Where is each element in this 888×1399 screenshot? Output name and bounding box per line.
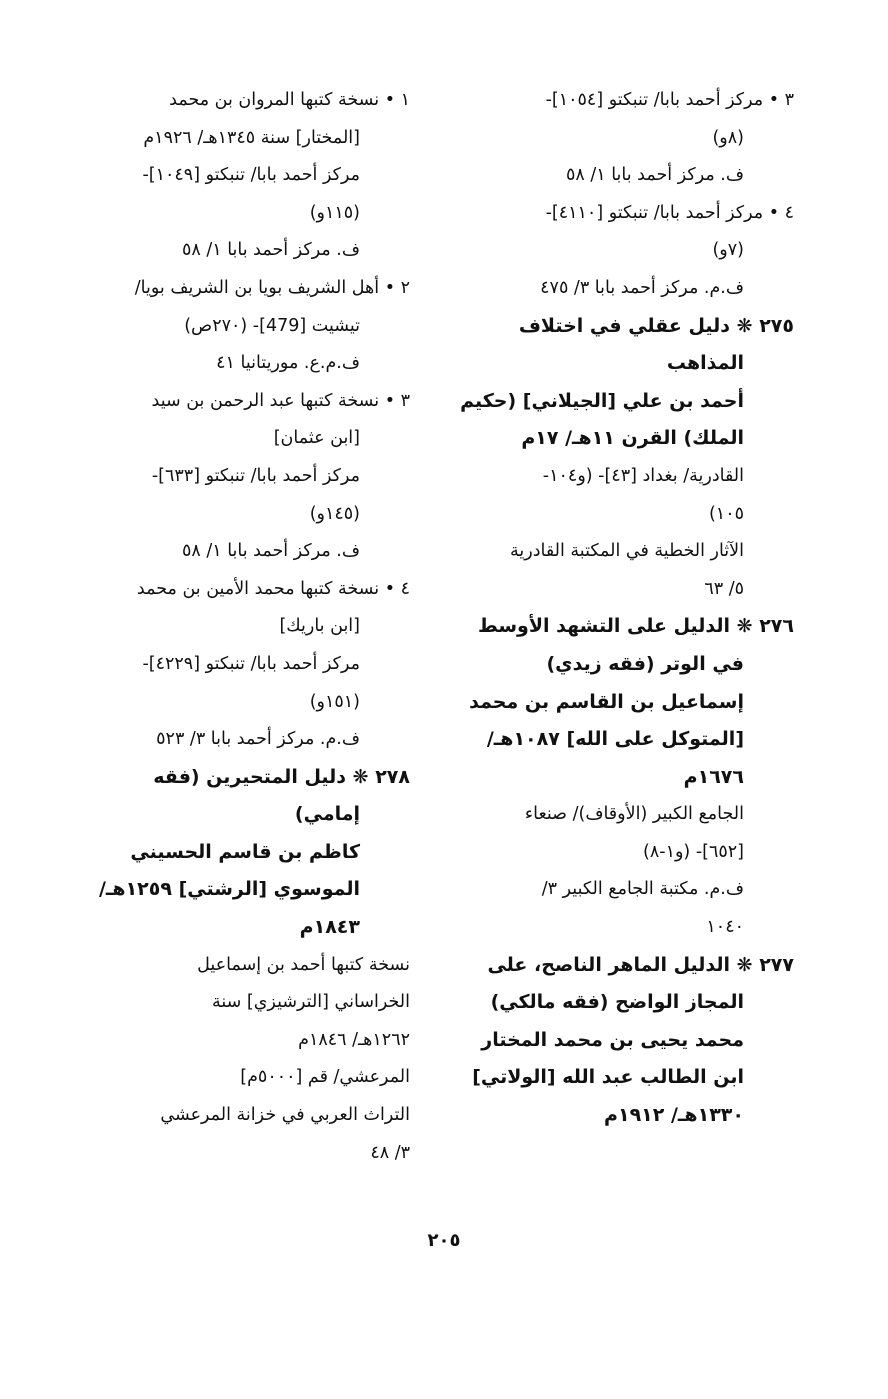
left-column-line: الموسوي [الرشتي] ١٢٥٩هـ/: [98, 878, 360, 901]
left-column-line: التراث العربي في خزانة المرعشي: [160, 1105, 410, 1126]
right-column-line: ف.م. مكتبة الجامع الكبير ٣/: [541, 879, 744, 900]
right-column-line: ١٣٣٠هـ/ ١٩١٢م: [604, 1104, 744, 1127]
left-column-line: ف.م.ع. موريتانيا ٤١: [216, 353, 360, 374]
right-column-line: ٥/ ٦٣: [704, 578, 744, 599]
left-column-line: ٢ • أهل الشريف بويا بن الشريف بويا/: [134, 277, 410, 298]
right-column-line: ١٦٧٦م: [683, 765, 744, 788]
left-column-line: تيشيت [479]- (٢٧٠ص): [184, 315, 360, 336]
right-column-line: ٤ • مركز أحمد بابا/ تنبكتو [٤١١٠]-: [545, 202, 794, 223]
right-column-line: ٢٧٧ ❋ الدليل الماهر الناصح، على: [487, 953, 794, 976]
right-column-line: في الوتر (فقه زيدي): [546, 652, 744, 675]
right-column-line: القادرية/ بغداد [٤٣]- (و١٠٤-: [542, 465, 744, 486]
page-number: ٢٠٥: [427, 1230, 461, 1251]
right-column-line: ابن الطالب عبد الله [الولاتي]: [472, 1066, 744, 1089]
right-column-line: المذاهب: [666, 352, 744, 375]
right-column-line: ١٠٥): [708, 503, 744, 524]
left-column-line: [ابن باريك]: [279, 616, 360, 637]
left-column-line: ٢٧٨ ❋ دليل المتحيرين (فقه: [153, 765, 410, 788]
left-column-line: المرعشي/ قم [٥٠٠٠م]: [240, 1067, 410, 1088]
right-column-line: ١٠٤٠: [706, 917, 744, 938]
right-column-line: محمد يحيى بن محمد المختار: [481, 1028, 744, 1051]
right-column-line: ٢٧٦ ❋ الدليل على التشهد الأوسط: [478, 615, 794, 638]
left-column-line: ١ • نسخة كتبها المروان بن محمد: [169, 90, 410, 110]
left-column-line: مركز أحمد بابا/ تنبكتو [١٠٤٩]-: [142, 165, 360, 186]
left-column-line: ف. مركز أحمد بابا ١/ ٥٨: [181, 541, 360, 562]
left-column-line: (١١٥و): [309, 202, 360, 223]
right-column-line: الآثار الخطية في المكتبة القادرية: [509, 541, 744, 562]
right-column-line: الجامع الكبير (الأوقاف)/ صنعاء: [524, 804, 744, 825]
right-column-line: ف.م. مركز أحمد بابا ٣/ ٤٧٥: [540, 277, 744, 298]
left-column-line: نسخة كتبها أحمد بن إسماعيل: [197, 954, 410, 975]
left-column-line: ٣ • نسخة كتبها عبد الرحمن بن سيد: [151, 390, 410, 411]
left-column-line: [المختار] سنة ١٣٤٥هـ/ ١٩٢٦م: [143, 127, 360, 148]
left-column-line: ف. مركز أحمد بابا ١/ ٥٨: [181, 240, 360, 261]
left-column-line: ٣/ ٤٨: [370, 1142, 410, 1163]
right-column-line: (٧و): [712, 240, 744, 261]
right-column-line: ف. مركز أحمد بابا ١/ ٥٨: [565, 165, 744, 186]
right-column-line: ٢٧٥ ❋ دليل عقلي في اختلاف: [518, 314, 794, 337]
right-column-line: [المتوكل على الله] ١٠٨٧هـ/: [486, 728, 744, 751]
left-column-line: [ابن عثمان]: [273, 428, 360, 449]
right-column-line: (٨و): [712, 127, 744, 148]
left-column-line: ٤ • نسخة كتبها محمد الأمين بن محمد: [136, 578, 410, 599]
left-column-line: (١٥١و): [309, 691, 360, 712]
left-column-line: ١٨٤٣م: [299, 916, 360, 939]
right-column: [458, 82, 794, 1135]
left-column-line: ف.م. مركز أحمد بابا ٣/ ٥٢٣: [156, 729, 360, 750]
right-column-line: إسماعيل بن القاسم بن محمد: [469, 690, 744, 713]
left-column-line: كاظم بن قاسم الحسيني: [130, 840, 360, 863]
right-column-line: الملك) القرن ١١هـ/ ١٧م: [521, 427, 744, 450]
left-column-line: الخراساني [الترشيزي] سنة: [212, 992, 410, 1013]
right-column-line: المجاز الواضح (فقه مالكي): [490, 991, 744, 1014]
left-column-line: إمامي): [294, 803, 360, 826]
left-column: [70, 82, 410, 1172]
left-column-line: ١٢٦٢هـ/ ١٨٤٦م: [298, 1029, 410, 1050]
left-column-line: (١٤٥و): [309, 503, 360, 524]
left-column-line: مركز أحمد بابا/ تنبكتو [٤٢٢٩]-: [142, 653, 360, 674]
right-column-line: أحمد بن علي [الجيلاني] (حكيم: [460, 389, 744, 412]
right-column-line: [٦٥٢]- (و١-٨): [643, 841, 744, 862]
left-column-line: مركز أحمد بابا/ تنبكتو [٦٣٣]-: [151, 465, 360, 486]
right-column-line: ٣ • مركز أحمد بابا/ تنبكتو [١٠٥٤]-: [545, 90, 794, 110]
